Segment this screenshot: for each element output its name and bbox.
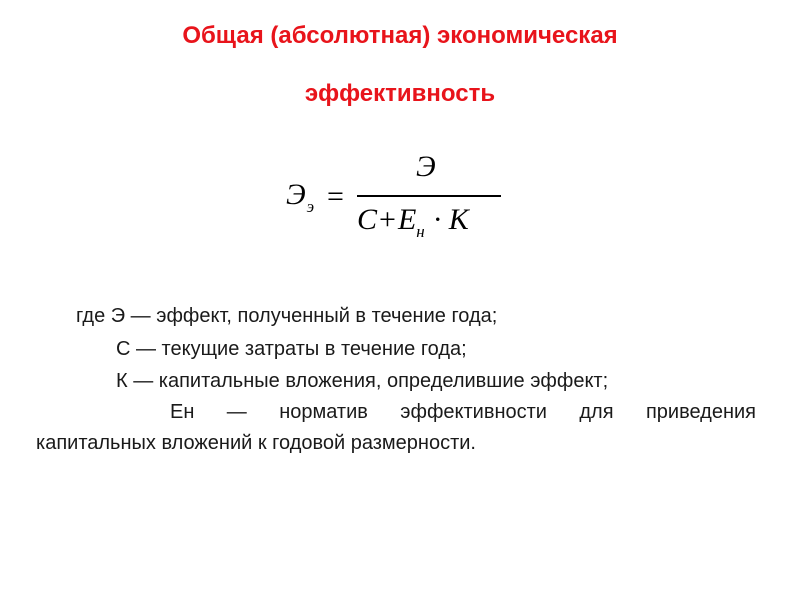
page-title-line-2: эффективность (304, 80, 496, 107)
formula-fraction-bar (357, 195, 501, 197)
formula-den-e: E (397, 203, 417, 236)
efficiency-formula (280, 150, 520, 250)
formula-den-k: K (448, 203, 469, 236)
formula-lhs-subscript: э (306, 197, 315, 216)
formula-lhs-symbol: Э (286, 178, 306, 211)
explanation-line-norm-text: Ен — норматив эффективности для приведения (170, 401, 756, 423)
formula-lhs (286, 178, 315, 216)
formula-den-e-subscript: н (416, 222, 425, 241)
explanation-line-norm-efficiency (36, 401, 756, 424)
formula-equals-sign: = (327, 180, 344, 213)
formula-numerator: Э (416, 150, 436, 183)
formula-denominator (357, 203, 507, 241)
explanation-line-capital-investment: К — капитальные вложения, определившие эффект; (116, 370, 609, 392)
explanation-line-norm-continuation: капитальных вложений к годовой размерности. (36, 432, 476, 454)
formula-den-dot: · (432, 203, 443, 236)
page-title-line-1: Общая (абсолютная) экономическая (182, 22, 618, 49)
explanation-line-effect: где Э — эффект, полученный в течение года; (76, 305, 498, 327)
explanation-line-current-costs: С — текущие затраты в течение года; (116, 338, 467, 360)
formula-den-plus: + (379, 203, 396, 236)
formula-den-c: C (357, 203, 378, 236)
